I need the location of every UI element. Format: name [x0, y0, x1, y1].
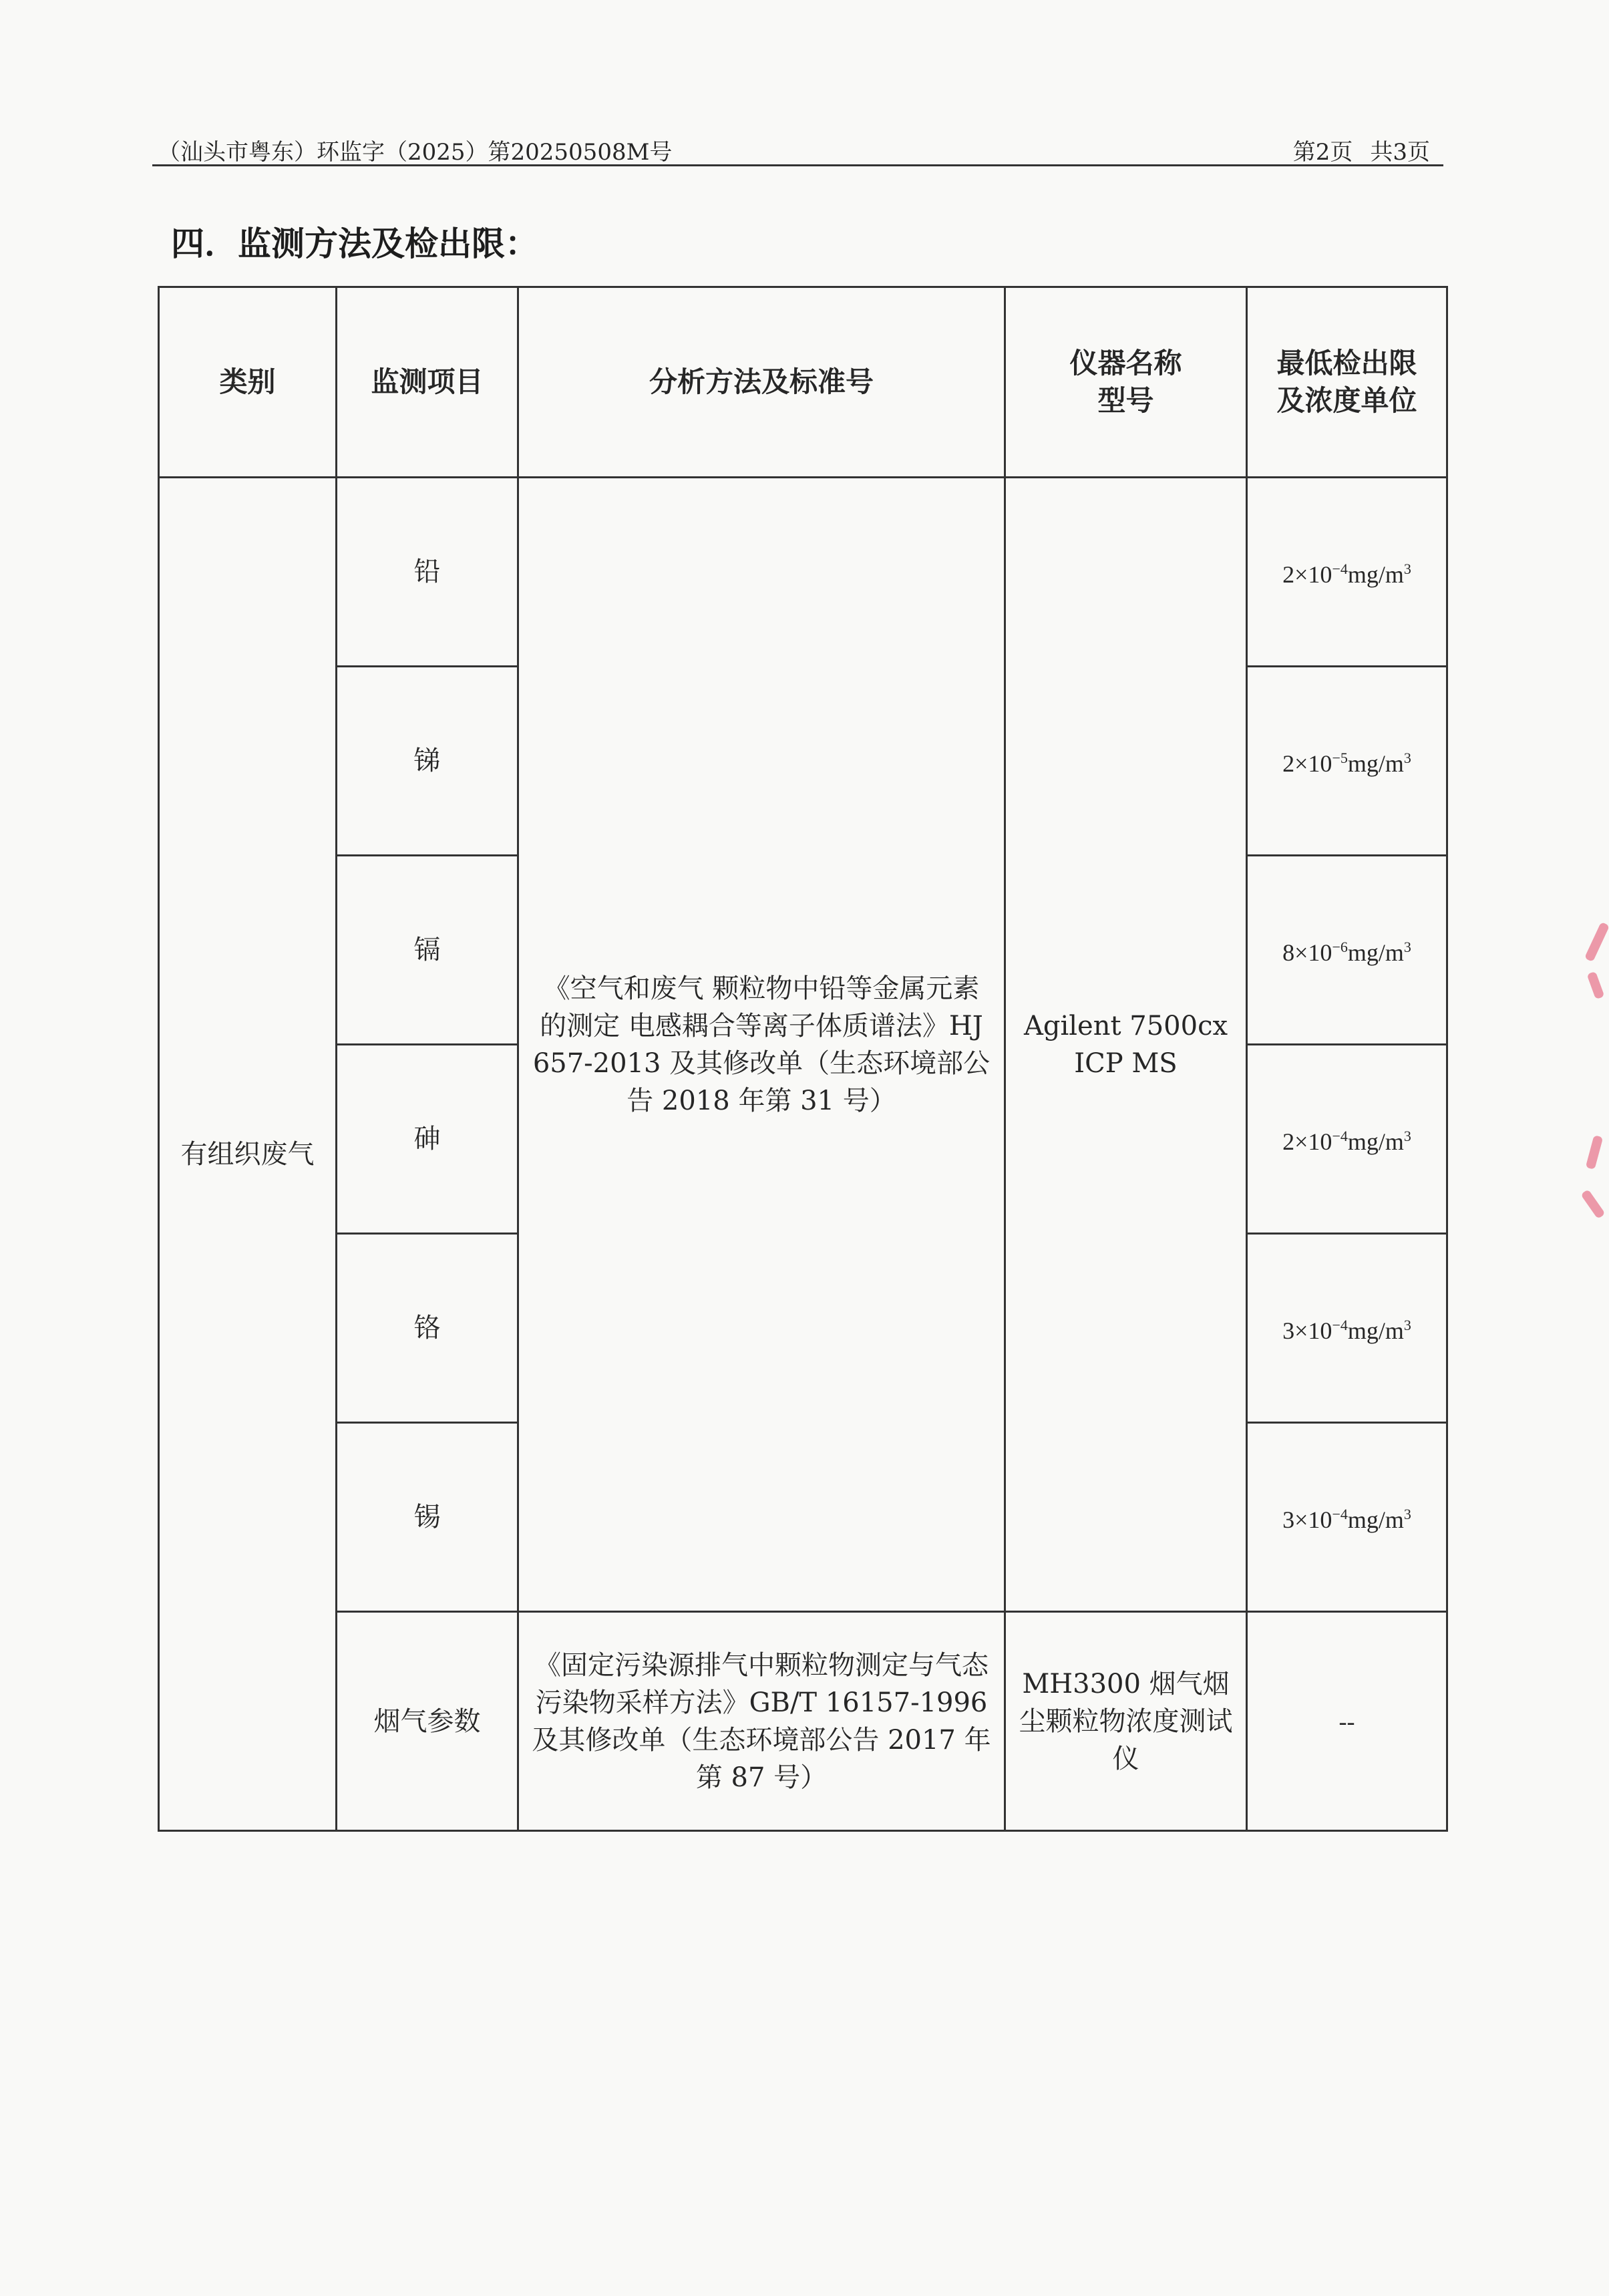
item-cell: 砷: [337, 1045, 518, 1234]
limit-cell: $2\times 10^{-4}mg/m^3$: [1247, 478, 1447, 667]
page-indicator: [1293, 134, 1430, 166]
report-number: （汕头市粤东）环监字（2025）第20250508M号: [158, 139, 673, 166]
table-header-row: [159, 287, 1447, 478]
flue-method-cell: 《固定污染源排气中颗粒物测定与气态污染物采样方法》GB/T 16157-1996 及其修改单（生态环境部公告 2017 年第 87 号）: [518, 1612, 1005, 1831]
header-method: 分析方法及标准号: [518, 287, 1005, 478]
page-total: 共3页: [1370, 139, 1430, 166]
header-rule: [152, 164, 1443, 166]
stamp-edge-mark: [1580, 1189, 1605, 1219]
item-cell: 锑: [337, 667, 518, 856]
limit-cell: $8\times 10^{-6}mg/m^3$: [1247, 856, 1447, 1045]
section-title: 四．监测方法及检出限：: [171, 224, 538, 263]
item-cell: 锡: [337, 1423, 518, 1612]
limit-cell: $3\times 10^{-4}mg/m^3$: [1247, 1234, 1447, 1423]
stamp-edge-mark: [1584, 922, 1609, 962]
item-cell: 铅: [337, 478, 518, 667]
header-category: 类别: [159, 287, 337, 478]
limit-cell: --: [1247, 1612, 1447, 1831]
limit-cell: $2\times 10^{-5}mg/m^3$: [1247, 667, 1447, 856]
table-row: [159, 1612, 1447, 1831]
limit-cell: $3\times 10^{-4}mg/m^3$: [1247, 1423, 1447, 1612]
limit-cell: $2\times 10^{-4}mg/m^3$: [1247, 1045, 1447, 1234]
header-item: 监测项目: [337, 287, 518, 478]
item-cell: 烟气参数: [337, 1612, 518, 1831]
item-cell: 铬: [337, 1234, 518, 1423]
header-instrument: 仪器名称 型号: [1005, 287, 1247, 478]
metal-instrument-cell: Agilent 7500cx ICP MS: [1005, 478, 1247, 1612]
header-limit: 最低检出限 及浓度单位: [1247, 287, 1447, 478]
category-cell: 有组织废气: [159, 478, 337, 1831]
metal-method-cell: 《空气和废气 颗粒物中铅等金属元素的测定 电感耦合等离子体质谱法》HJ 657-2013 及其修改单（生态环境部公告 2018 年第 31 号）: [518, 478, 1005, 1612]
methods-table: [158, 286, 1448, 1832]
item-cell: 镉: [337, 856, 518, 1045]
page-number: 第2页: [1292, 139, 1353, 166]
stamp-edge-mark: [1587, 971, 1605, 999]
stamp-edge-mark: [1586, 1135, 1603, 1170]
flue-instrument-cell: MH3300 烟气烟尘颗粒物浓度测试仪: [1005, 1612, 1247, 1831]
table-row: [159, 478, 1447, 667]
